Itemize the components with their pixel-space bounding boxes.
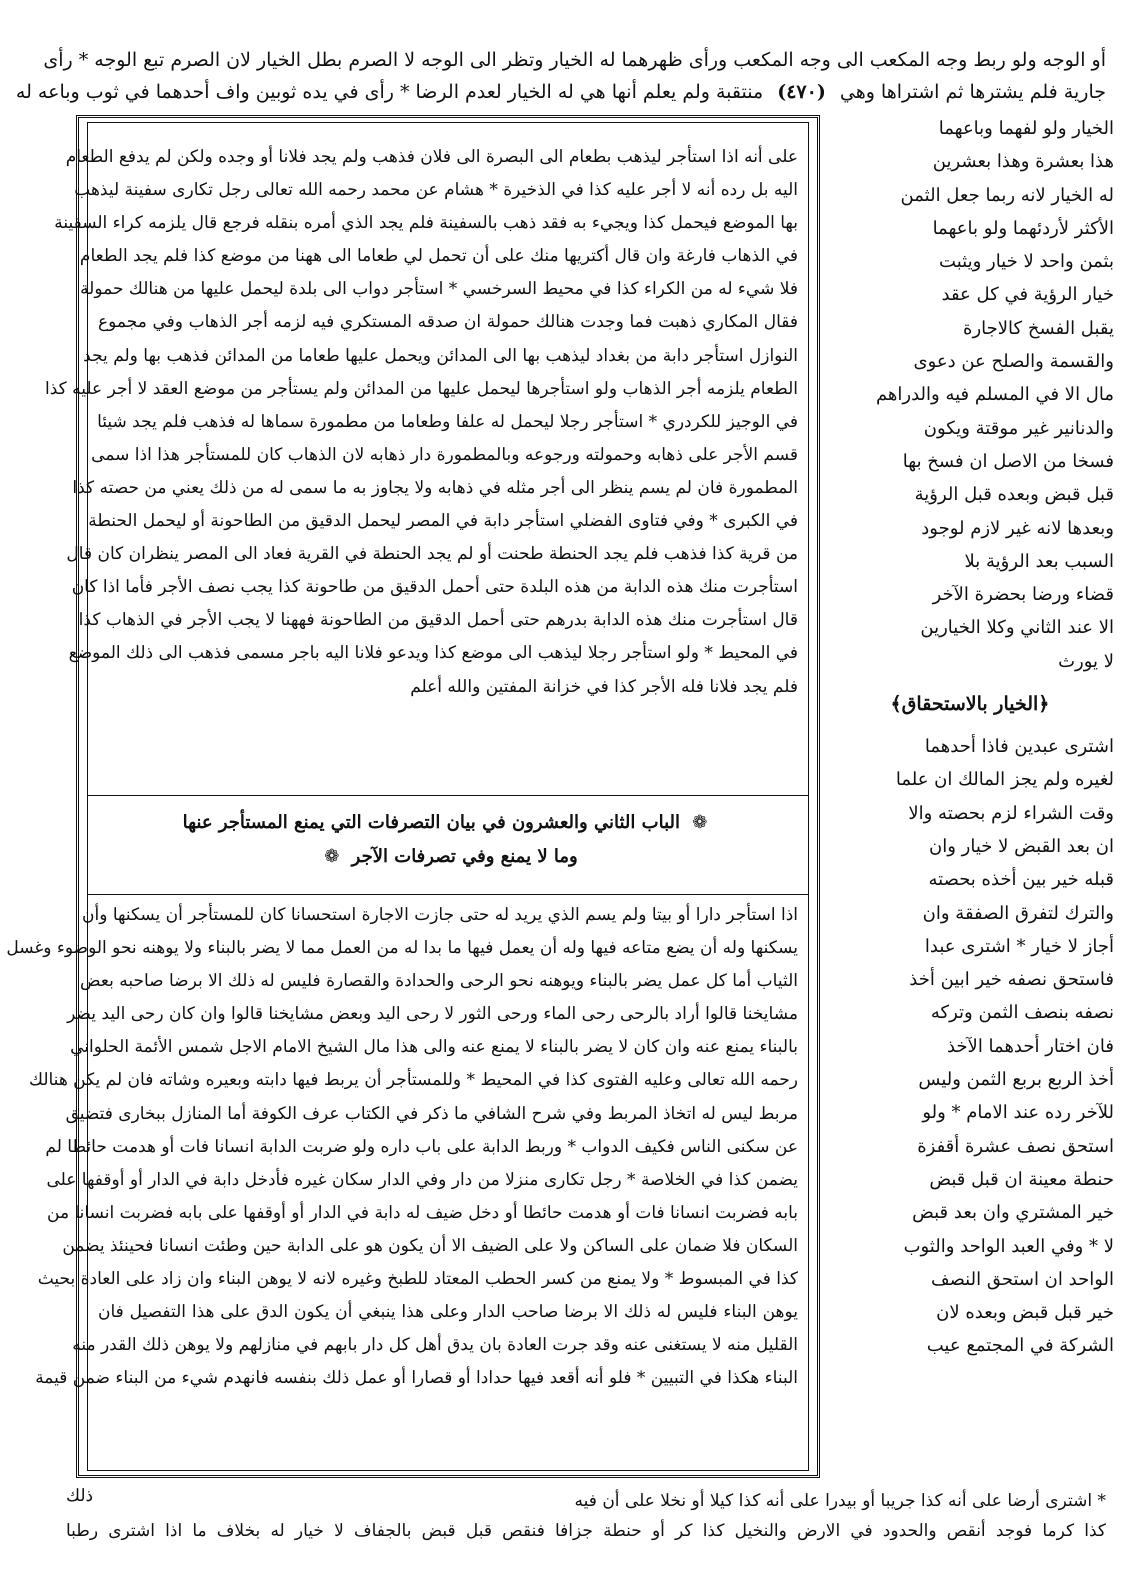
text-line: النوازل استأجر دابة من بغداد ليذهب بها الى المدائن ويحمل عليها طعاما من المدائن فذهب بها ولم يجد [83,345,798,366]
text-line: اليه بل رده أنه لا أجر عليه كذا في الذخيرة * هشام عن محمد رحمه الله تعالى رجل تكارى سفينة ليذهب [74,180,798,201]
margin-line: خير المشتري وان بعد قبض [912,1202,1114,1224]
margin-line: لا يورث [1058,650,1114,672]
margin-line: الا عند الثاني وكلا الخيارين [920,617,1114,639]
margin-line: ان بعد القبض لا خيار وان [929,835,1114,857]
text-line: السكان فلا ضمان على الساكن ولا على الضيف الا أن يكون هو على الدابة حين وطئت انسانا فحينئذ يضمن [62,1235,798,1256]
footer-line: كذا كرما فوجد أنقص والحدود في الارض والنخيل كذا كر أو حنطة جزافا فنقص قبل قبض بالجفاف لا خيار له بخلاف ما اذا اشترى رطبا [66,1521,1106,1541]
margin-line: استحق نصف عشرة أقفزة [917,1135,1114,1157]
margin-line: أجاز لا خيار * اشترى عبدا [924,935,1114,957]
text-line: بابه فضربت انسانا فات أو هدمت حائطا أو دخل ضيف له دابة في الدار أو أوقفها على بابه فضربت انسانا من [47,1202,798,1223]
text-line: الطعام يلزمه أجر الذهاب ولو استأجرها ليحمل عليها من المدائن ولم يستأجر من موضع العقد لا أجر عليه كذا [45,378,798,399]
page-header [15,44,1106,108]
chapter-title: الباب الثاني والعشرون في بيان التصرفات التي يمنع المستأجر عنها [182,812,680,833]
text-line: المطمورة فان لم يسم ينظر الى أجر مثله في ذهابه ولا يجاوز به ما سمى له من ذلك يعني من حصته كذا [72,477,798,498]
margin-line: الواحد ان استحق النصف [930,1268,1114,1290]
chapter-title-line-1 [88,806,808,840]
text-line: في الكبرى * وفي فتاوى الفضلي استأجر دابة في المصر ليحمل الدقيق من الطاحونة أو ليحمل الحنطة [88,511,798,532]
text-line: يضمن كذا في الخلاصة * رجل تكارى منزلا من دار وفي الدار سكان غيره فأدخل دابة في الدار أو أوقفها على [46,1169,798,1190]
header-line-start: جارية فلم يشترها ثم اشتراها وهي [839,81,1106,103]
catchword: ذلك [66,1486,94,1506]
margin-line: والدنانير غير موقتة ويكون [923,417,1114,439]
text-line: في الذهاب فارغة وان قال أكتريها منك على أن تحمل لي طعاما الى ههنا من موضع كذا فلم يجد الطعام [79,246,798,267]
main-section-2 [6,899,798,1395]
margin-line: والترك لتفرق الصفقة وان [922,902,1114,924]
ornament-icon: ❁ [324,846,340,867]
margin-line: الأكثر لأردئهما ولو باعهما [932,217,1114,239]
margin-line: قضاء ورضا بحضرة الآخر [932,584,1114,606]
text-line: يسكنها وله أن يضع متاعه فيها وله أن يعمل فيها ما بدا له من العمل مما لا يضر بالبناء ولا يوهنه نحو الوضوء وغسل [6,938,798,959]
margin-line: له الخيار لانه ربما جعل الثمن [900,184,1114,206]
header-line: أو الوجه ولو ربط وجه المكعب الى وجه المكعب ورأى ظهرهما له الخيار وتظر الى الوجه لا الصرم بطل الخيار لان الصرم تبع الوجه * رأى [43,49,1106,71]
text-line: يوهن البناء فليس له ذلك الا برضا صاحب الدار وعلى هذا ينبغي أن يكون الدق على هذا التفصيل فان [98,1302,798,1323]
text-line: القليل منه لا يستغنى عنه وقد جرت العادة بان يدق أهل كل دار بابهم في منازلهم ولا يوهن ذلك القدر منه [72,1335,798,1356]
margin-line: السبب بعد الرؤية بلا [964,550,1114,572]
chapter-subtitle: وما لا يمنع وفي تصرفات الآجر [351,846,578,867]
text-line: من قرية كذا فذهب فلم يجد الحنطة طحنت أو لم يجد الحنطة في القرية فعاد الى المصر ينظران كان قال [66,544,798,565]
text-line: كذا في المبسوط * ولا يمنع من كسر الحطب المعتاد للطبخ وغيره لانه لا يوهن البناء وان زاد على العادة بحيث [37,1269,798,1290]
margin-line: لغيره ولم يجز المالك ان علما [895,769,1114,791]
text-line: قسم الأجر على ذهابه وحمولته ورجوعه وبالمطمورة دار ذهابه لان الذهاب كان للمستأجر هذا اذا سمى [91,444,798,465]
text-line: فقال المكاري ذهبت فما وجدت هنالك حمولة ان صدقه المستكري فيه لزمه أجر الذهاب وفي مجموع [98,312,798,333]
chapter-heading [88,795,808,895]
text-line: رحمه الله تعالى وعليه الفتوى كذا في المحيط * وللمستأجر أن يربط فيها دابته وبعيره وشاته فان لم يكن هنالك [29,1070,798,1091]
header-line-rest: منتقبة ولم يعلم أنها هي له الخيار لعدم الرضا * رأى في يده ثوبين واف أحدهما في ثوب وباعه له [15,81,764,103]
margin-line: فان اختار أحدهما الآخذ [946,1035,1114,1057]
footer-line: * اشترى أرضا على أنه كذا جريبا أو بيدرا على أنه كذا كيلا أو نخلا على أن فيه [574,1491,1106,1511]
margin-line: خيار الرؤية في كل عقد [941,284,1114,306]
margin-line: وقت الشراء لزم بحصته والا [908,802,1114,824]
margin-line: الشركة في المجتمع عيب [926,1335,1114,1357]
margin-line: أخذ الربع بربع الثمن وليس [918,1069,1114,1091]
text-line: في الوجيز للكردري * استأجر رجلا ليحمل له علفا وطعاما من مطمورة سماها له فذهب فلم يجد شيئا [97,411,798,432]
margin-line: فسخا من الاصل ان فسخ بها [902,450,1114,472]
margin-line: حنطة معينة ان قبل قبض [929,1168,1114,1190]
text-line-last: فلم يجد فلانا فله الأجر كذا في خزانة المفتين والله أعلم [410,676,798,697]
margin-line: الخيار ولو لفهما وباعهما [938,118,1114,139]
margin-line: قبله خير بين أخذه بحصته [928,869,1114,891]
main-text-frame [6,115,820,1478]
page-footer [66,1486,1106,1546]
text-line: بها الموضع فيحمل كذا ويجيء به فقد ذهب بالسفينة فلم يجد الذي أمره بنقله فرجع قال يلزمه كراء السفينة [54,213,798,234]
margin-line: نصفه بنصف الثمن وتركه [930,1002,1114,1024]
margin-line: هذا بعشرة وهذا بعشرين [932,151,1114,173]
text-line: مشايخنا قالوا أراد بالرحى رحى الماء ورحى الثور لا رحى اليد وبعض مشايخنا قالوا وان كان رحى اليد يضر [67,1004,798,1025]
main-section-1 [45,141,798,704]
text-line: قال استأجرت منك هذه الدابة بدرهم حتى أحمل الدقيق من الطاحونة فههنا لا يجب الأجر في الذهاب كذا [78,610,798,631]
margin-line: لا * وفي العبد الواحد والثوب [903,1235,1114,1257]
text-line: بالبناء يمنع عنه وان كان لا يضر بالبناء لا يمنع عنه والى هذا مال الشيخ الامام الاجل شمس الأئمة الحلواني [70,1037,798,1058]
margin-line: للآخر رده عند الامام * ولو [922,1102,1114,1124]
text-line: اذا استأجر دارا أو بيتا ولم يسم الذي يريد له حتى جازت الاجارة استحسانا كان للمستأجر أن يسكنها وأن [82,905,798,925]
margin-line: قبل قبض وبعده قبل الرؤية [914,484,1114,506]
margin-commentary [826,112,1114,1363]
margin-line: وبعدها لانه غير لازم لوجود [921,517,1114,539]
text-line: في المحيط * ولو استأجر رجلا ليذهب الى موضع كذا ويدعو فلانا اليه باجر مسمى فذهب الى ذلك الموضع [68,643,798,664]
text-line: على أنه اذا استأجر ليذهب بطعام الى البصرة الى فلان فذهب ولم يجد فلانا أو وجده ولكن لم يدفع الطعام [65,147,798,167]
chapter-title-line-2 [88,840,808,874]
margin-line: بثمن واحد لا خيار ويثبت [939,251,1114,273]
margin-line: خير قبل قبض وبعده لان [936,1302,1114,1324]
margin-line: مال الا في المسلم فيه والدراهم [875,384,1114,406]
margin-line: فاستحق نصفه خير ابين أخذ [909,969,1114,991]
main-text-inner-frame [6,122,809,1471]
margin-line: اشترى عبدين فاذا أحدهما [924,736,1114,758]
text-line: فلا شيء له من الكراء كذا في محيط السرخسي * استأجر دواب الى بلدة ليحمل عليها من هنالك حمولة [80,279,798,300]
text-line: عن سكنى الناس فكيف الدواب * وربط الدابة على باب داره ولو ضربت الدابة انسانا فات أو هدمت حائطا لم [45,1136,798,1157]
margin-line: يقبل الفسخ كالاجارة [963,317,1114,339]
page-number: (٤٧٠) [777,81,826,103]
margin-line: والقسمة والصلح عن دعوى [913,351,1114,373]
text-line: البناء هكذا في التبيين * فلو أنه أقعد فيها حدادا أو قصارا أو عمل ذلك بنفسه فانهدم شيء من البناء ضمن قيمة [35,1368,798,1389]
header-line-with-page-number [15,76,1106,108]
margin-section-heading: ﴿الخيار بالاستحقاق﴾ [890,693,1050,716]
ornament-icon: ❁ [692,812,708,833]
text-line: مربط ليس له اتخاذ المربط وفي شرح الشافي ما ذكر في الكتاب عرف الكوفة أما المنازل ببخارى فتضيق [65,1103,798,1124]
text-line: الثياب أما كل عمل يضر بالبناء ويوهنه نحو الرحى والحدادة والقصارة فليس له ذلك الا برضا صاحبه بعض [80,971,798,992]
text-line: استأجرت منك هذه الدابة من هذه البلدة حتى أحمل الدقيق من طاحونة كذا يجب نصف الأجر فأما اذا كان [71,577,798,598]
